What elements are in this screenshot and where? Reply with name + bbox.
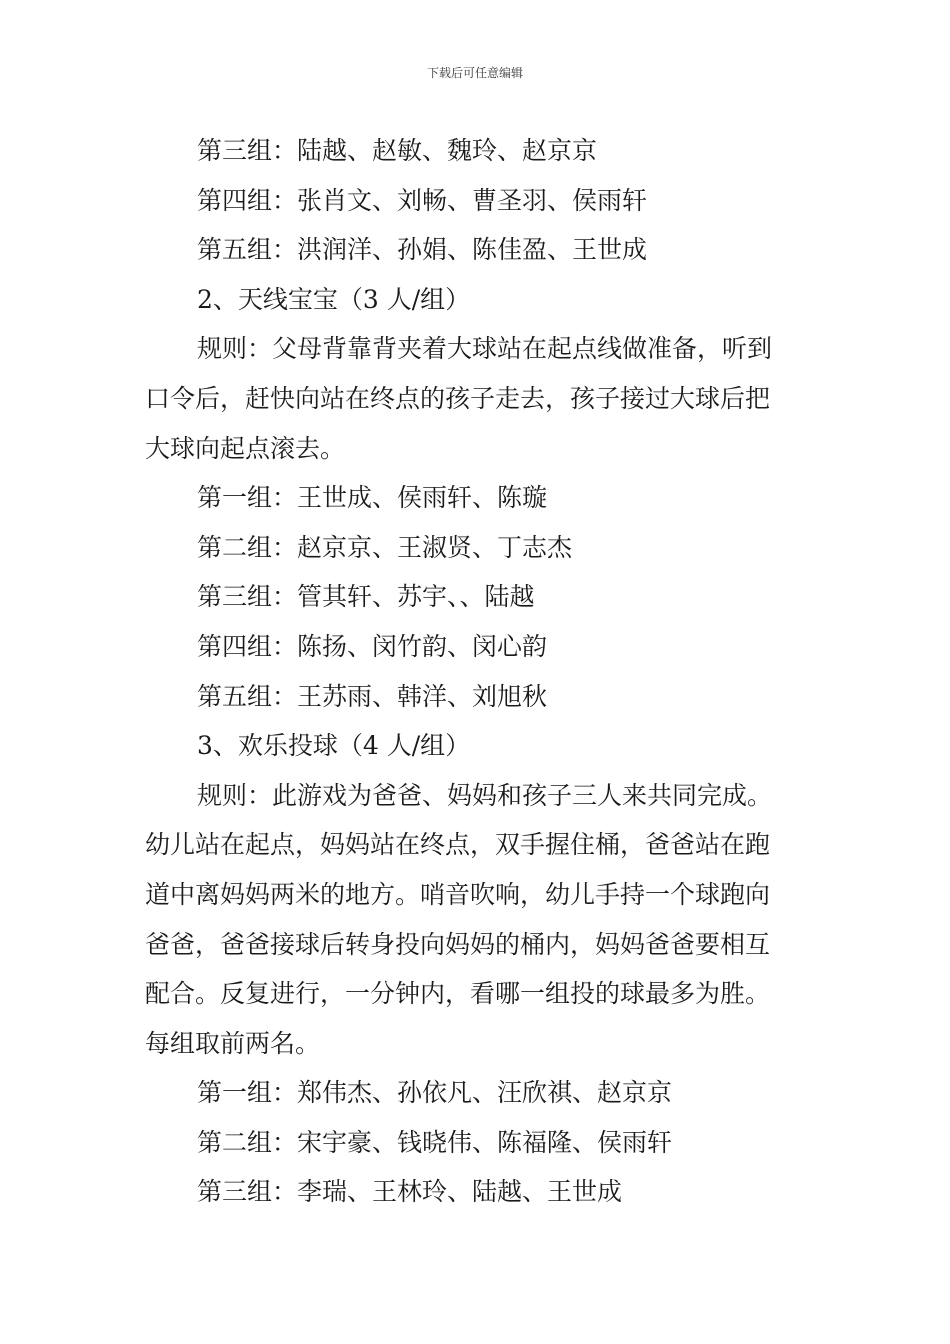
group-line: 第三组：陆越、赵敏、魏玲、赵京京 (197, 136, 598, 165)
rule-line: 道中离妈妈两米的地方。哨音吹响，幼儿手持一个球跑向 (145, 879, 771, 909)
group-line: 第二组：宋宇豪、钱晓伟、陈福隆、侯雨轩 (197, 1127, 673, 1157)
rule-line: 每组取前两名。 (145, 1028, 321, 1058)
group-line: 第五组：洪润洋、孙娟、陈佳盈、王世成 (197, 235, 648, 265)
section-heading: 2、天线宝宝（3 人/组） (197, 284, 471, 314)
group-line: 第五组：王苏雨、韩洋、刘旭秋 (197, 681, 548, 711)
group-line: 第四组：张肖文、刘畅、曹圣羽、侯雨轩 (197, 185, 648, 215)
document-body (145, 126, 810, 1217)
group-line: 第二组：赵京京、王淑贤、丁志杰 (197, 532, 573, 562)
rule-line: 口令后，赶快向站在终点的孩子走去，孩子接过大球后把 (145, 383, 771, 413)
group-line: 第一组：郑伟杰、孙依凡、汪欣祺、赵京京 (197, 1078, 673, 1108)
rule-line: 配合。反复进行，一分钟内，看哪一组投的球最多为胜。 (145, 979, 771, 1009)
page-header-note: 下载后可任意编辑 (426, 66, 523, 80)
rule-line: 幼儿站在起点，妈妈站在终点，双手握住桶，爸爸站在跑 (145, 830, 771, 860)
rule-line: 规则：父母背靠背夹着大球站在起点线做准备，听到 (197, 334, 773, 364)
group-line: 第一组：王世成、侯雨轩、陈璇 (197, 483, 548, 513)
rule-line: 规则：此游戏为爸爸、妈妈和孩子三人来共同完成。 (197, 780, 773, 810)
group-line: 第三组：管其轩、苏宇、、陆越 (197, 582, 535, 612)
group-line: 第四组：陈扬、闵竹韵、闵心韵 (197, 631, 548, 661)
group-line: 第三组：李瑞、王林玲、陆越、王世成 (197, 1177, 623, 1207)
rule-line: 大球向起点滚去。 (145, 433, 346, 463)
section-heading: 3、欢乐投球（4 人/组） (197, 731, 471, 761)
rule-line: 爸爸，爸爸接球后转身投向妈妈的桶内，妈妈爸爸要相互 (145, 929, 771, 959)
